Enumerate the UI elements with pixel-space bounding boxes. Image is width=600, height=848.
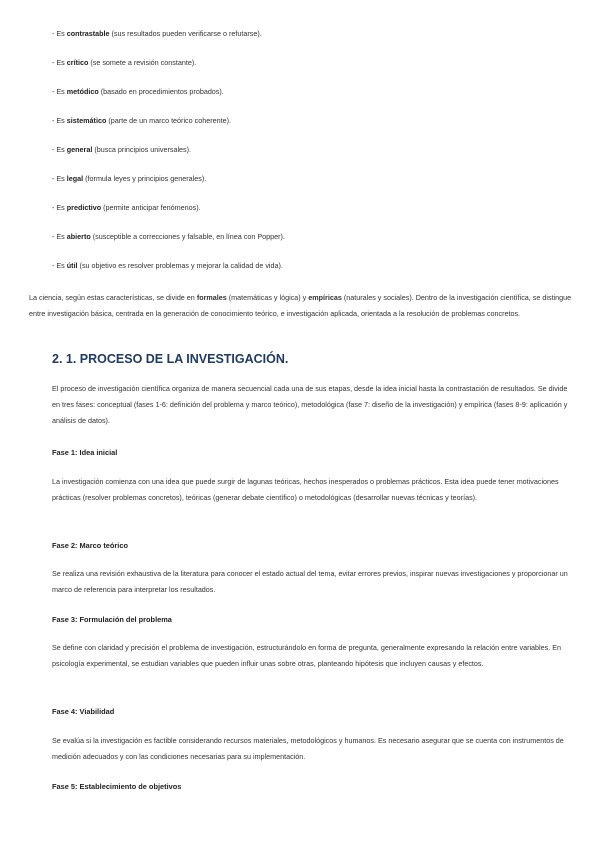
phase-title: Fase 4: Viabilidad	[52, 707, 115, 716]
phase-title: Fase 5: Establecimiento de objetivos	[52, 782, 182, 791]
term-empiricas: empíricas	[308, 293, 342, 302]
list-item: - Es contrastable (sus resultados pueden verificarse o refutarse).	[52, 29, 262, 38]
list-item: - Es metódico (basado en procedimientos probados).	[52, 87, 224, 96]
term: contrastable	[66, 29, 110, 38]
phase-text: Se realiza una revisión exhaustiva de la literatura para conocer el estado actual del tema, evitar errores previos, inspirar nuevas investigaciones y proporcionar un marco de referencia para interpretar los resultados.	[52, 569, 568, 594]
phase-title: Fase 3: Formulación del problema	[52, 615, 172, 624]
list-item: - Es abierto (susceptible a correcciones y falsable, en línea con Popper).	[52, 232, 285, 241]
term-formales: formales	[196, 293, 227, 302]
list-item: - Es general (busca principios universales).	[52, 145, 192, 154]
phase-title: Fase 2: Marco teórico	[52, 541, 128, 550]
phase-text: La investigación comienza con una idea que puede surgir de lagunas teóricas, hechos inesperados o problemas prácticos. Esta idea puede tener motivaciones prácticas (resolver problemas concretos), teóricas (generar debate científico) o metodológicas (desarrollar nuevas técnicas y teorías).	[52, 477, 559, 502]
section-summary: El proceso de investigación científica organiza de manera secuencial cada una de sus etapas, desde la idea inicial hasta la contrastación de resultados. Se divide en tres fases: conceptual (fases 1-6: definición del problema y marco teórico), metodológica (fase 7: diseño de la investigación) y empírica (fases 8-9: aplicación y análisis de datos).	[52, 384, 568, 425]
list-item: - Es útil (su objetivo es resolver problemas y mejorar la calidad de vida).	[52, 261, 283, 270]
term: útil	[66, 261, 78, 270]
term: abierto	[66, 232, 91, 241]
phase-title: Fase 1: Idea inicial	[52, 448, 118, 457]
section-heading: 2. 1. PROCESO DE LA INVESTIGACIÓN.	[52, 352, 289, 366]
term: metódico	[66, 87, 99, 96]
science-classification-paragraph: La ciencia, según estas características, se divide en formales (matemáticas y lógica) y empíricas (naturales y sociales). Dentro de la investigación científica, se distingue entre investigación básica, centrada en la generación de conocimiento teórico, e investigación aplicada, orientada a la resolución de problemas concretos.	[29, 293, 572, 318]
list-item: - Es sistemático (parte de un marco teórico coherente).	[52, 116, 231, 125]
term: crítico	[66, 58, 89, 67]
list-item: - Es crítico (se somete a revisión constante).	[52, 58, 197, 67]
list-item: - Es predictivo (permite anticipar fenómenos).	[52, 203, 201, 212]
list-item: - Es legal (formula leyes y principios generales).	[52, 174, 207, 183]
term: general	[66, 145, 93, 154]
phase-text: Se evalúa si la investigación es factible considerando recursos materiales, metodológicos y humanos. Es necesario asegurar que se cuenta con instrumentos de medición adecuados y con las condiciones necesarias para su implementación.	[52, 736, 564, 761]
phase-text: Se define con claridad y precisión el problema de investigación, estructurándolo en forma de pregunta, generalmente expresando la relación entre variables. En psicología experimental, se estudian variables que pueden influir unas sobre otras, planteando hipótesis que incluyen causas y efectos.	[52, 643, 562, 668]
term: predictivo	[66, 203, 102, 212]
term: legal	[66, 174, 84, 183]
term: sistemático	[66, 116, 107, 125]
characteristics-list	[52, 29, 572, 290]
